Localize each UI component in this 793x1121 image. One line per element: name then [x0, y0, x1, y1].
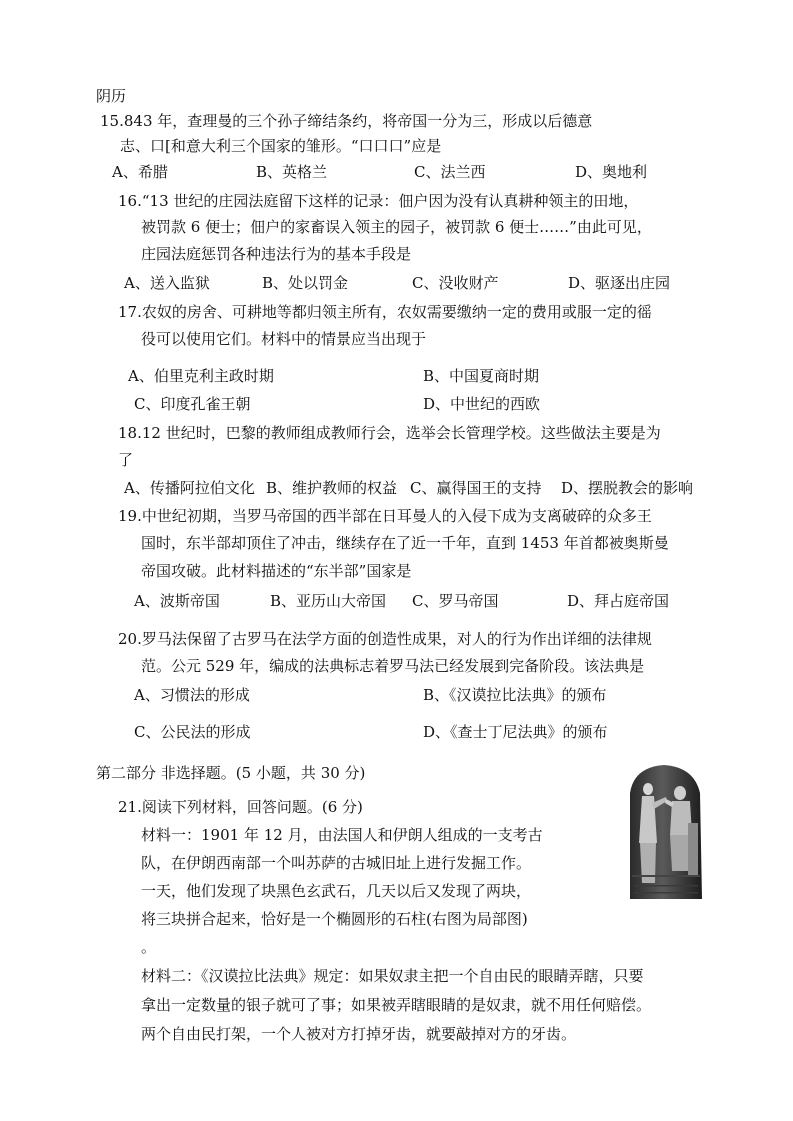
option-d: D、《查士丁尼法典》的颁布: [423, 723, 608, 741]
option-b: B、中国夏商时期: [423, 367, 540, 385]
question-line: 国时，东半部却顶住了冲击，继续存在了近一千年，直到 1453 年首都被奥斯曼: [141, 534, 669, 552]
question-line: 被罚款 6 便士；佃户的家畜误入领主的园子，被罚款 6 便士……”由此可见，: [141, 218, 652, 236]
question-line: 了: [118, 451, 134, 469]
option-a: A、希腊: [112, 163, 168, 181]
material-line: 两个自由民打架，一个人被对方打掉牙齿，就要敲掉对方的牙齿。: [141, 1025, 577, 1043]
option-a: A、传播阿拉伯文化: [124, 479, 255, 497]
option-c: C、印度孔雀王朝: [134, 395, 251, 413]
option-a: A、习惯法的形成: [134, 686, 250, 704]
option-c: C、赢得国王的支持: [410, 479, 542, 497]
question-line: 20.罗马法保留了古罗马在法学方面的创造性成果，对人的行为作出详细的法律规: [118, 630, 652, 648]
question-line: 范。公元 529 年，编成的法典标志着罗马法已经发展到完备阶段。该法典是: [141, 657, 645, 675]
question-line: 庄园法庭惩罚各种违法行为的基本手段是: [141, 245, 412, 263]
header-word: 阴历: [96, 87, 127, 105]
option-c: C、公民法的形成: [134, 723, 251, 741]
part2-title: 第二部分 非选择题。(5 小题，共 30 分): [96, 764, 366, 782]
option-b: B、亚历山大帝国: [270, 592, 387, 610]
option-c: C、罗马帝国: [412, 592, 499, 610]
option-d: D、中世纪的西欧: [423, 395, 541, 413]
question-line: 16.“13 世纪的庄园法庭留下这样的记录：佃户因为没有认真耕种领主的田地，: [118, 192, 639, 210]
material-line: 。: [141, 938, 157, 956]
option-b: B、《汉谟拉比法典》的颁布: [423, 686, 607, 704]
material-line: 队，在伊朗西南部一个叫苏萨的古城旧址上进行发掘工作。: [141, 854, 532, 872]
option-d: D、驱逐出庄园: [568, 274, 671, 292]
option-b: B、维护教师的权益: [266, 479, 398, 497]
option-c: C、没收财产: [412, 274, 499, 292]
question-21-heading: 21.阅读下列材料，回答问题。(6 分): [118, 798, 363, 816]
hammurabi-stele-image: [622, 763, 706, 899]
question-line: 志、口[和意大利三个国家的雏形。“口口口”应是: [120, 137, 442, 155]
question-line: 17.农奴的房舍、可耕地等都归领主所有，农奴需要缴纳一定的费用或服一定的徭: [118, 303, 652, 321]
question-line: 帝国攻破。此材料描述的“东半部”国家是: [141, 562, 412, 580]
material-line: 材料一：1901 年 12 月，由法国人和伊朗人组成的一支考古: [141, 826, 543, 844]
material-line: 一天，他们发现了块黑色玄武石，几天以后又发现了两块，: [141, 882, 532, 900]
question-line: 18.12 世纪时，巴黎的教师组成教师行会，选举会长管理学校。这些做法主要是为: [118, 424, 661, 442]
question-line: 19.中世纪初期，当罗马帝国的西半部在日耳曼人的入侵下成为支离破碎的众多王: [118, 507, 652, 525]
question-line: 15.843 年，查理曼的三个孙子缔结条约，将帝国一分为三，形成以后德意: [100, 112, 593, 130]
question-line: 役可以使用它们。材料中的情景应当出现于: [141, 330, 427, 348]
option-b: B、处以罚金: [262, 274, 349, 292]
option-d: D、奥地利: [575, 163, 648, 181]
option-a: A、波斯帝国: [134, 592, 220, 610]
option-c: C、法兰西: [414, 163, 486, 181]
option-a: A、送入监狱: [124, 274, 210, 292]
option-b: B、英格兰: [256, 163, 328, 181]
material-line: 拿出一定数量的银子就可了事；如果被弄瞎眼睛的是奴隶，就不用任何赔偿。: [141, 996, 652, 1014]
material-line: 材料二：《汉谟拉比法典》规定：如果奴隶主把一个自由民的眼睛弄瞎，只要: [141, 967, 644, 985]
option-d: D、摆脱教会的影响: [561, 479, 694, 497]
option-d: D、拜占庭帝国: [567, 592, 670, 610]
material-line: 将三块拼合起来，恰好是一个椭圆形的石柱(右图为局部图): [141, 910, 528, 928]
option-a: A、伯里克利主政时期: [128, 367, 274, 385]
